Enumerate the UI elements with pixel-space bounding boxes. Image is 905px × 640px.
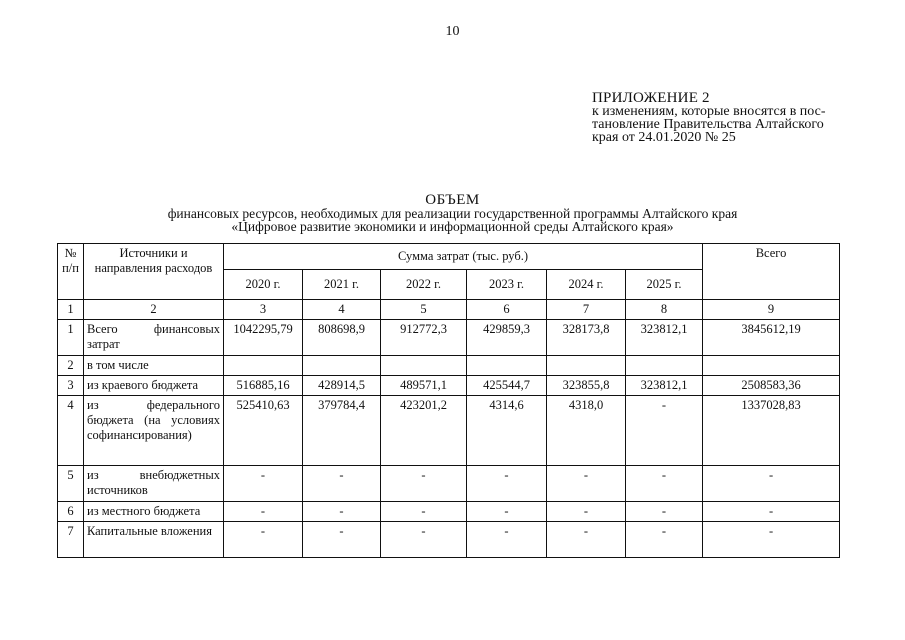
row-value: 4314,6 <box>467 396 547 466</box>
header-source: Источники и направления расходов <box>84 244 224 300</box>
row-value: - <box>467 466 547 502</box>
row-source: из федерального бюджета (на условиях софинансирования) <box>84 396 224 466</box>
row-value: - <box>381 502 467 522</box>
row-number: 7 <box>58 522 84 558</box>
column-number-row <box>58 300 840 320</box>
header-total: Всего <box>703 244 840 300</box>
row-value <box>547 356 626 376</box>
appendix-line: тановление Правительства Алтайского <box>592 117 824 132</box>
row-number: 2 <box>58 356 84 376</box>
row-value: 323855,8 <box>547 376 626 396</box>
financial-table <box>57 243 840 558</box>
row-value: 323812,1 <box>626 376 703 396</box>
document-title <box>0 194 905 233</box>
table-row <box>58 356 840 376</box>
header-year: 2022 г. <box>381 270 467 300</box>
row-value: 808698,9 <box>303 320 381 356</box>
header-sum: Сумма затрат (тыс. руб.) <box>224 244 703 270</box>
title-main: ОБЪЕМ <box>425 192 480 208</box>
title-line: финансовых ресурсов, необходимых для реализации государственной программы Алтайского края <box>167 206 738 221</box>
row-source: Капитальные вложения <box>84 522 224 558</box>
col-number: 3 <box>224 300 303 320</box>
row-number: 1 <box>58 320 84 356</box>
row-value: 428914,5 <box>303 376 381 396</box>
header-year: 2020 г. <box>224 270 303 300</box>
row-value: - <box>467 522 547 558</box>
page-number: 10 <box>445 24 460 39</box>
table-row <box>58 320 840 356</box>
col-number: 5 <box>381 300 467 320</box>
row-source: Всего финансовых затрат <box>84 320 224 356</box>
row-value: 4318,0 <box>547 396 626 466</box>
row-total: - <box>703 502 840 522</box>
row-total: 1337028,83 <box>703 396 840 466</box>
row-value <box>381 356 467 376</box>
row-total: 3845612,19 <box>703 320 840 356</box>
title-line: «Цифровое развитие экономики и информационной среды Алтайского края» <box>231 219 674 234</box>
row-total <box>703 356 840 376</box>
row-value: - <box>303 502 381 522</box>
table-row <box>58 376 840 396</box>
row-value: - <box>547 466 626 502</box>
col-number: 6 <box>467 300 547 320</box>
row-total: - <box>703 522 840 558</box>
header-year: 2024 г. <box>547 270 626 300</box>
row-source: из местного бюджета <box>84 502 224 522</box>
row-value: - <box>303 522 381 558</box>
table-row <box>58 396 840 466</box>
header-year: 2021 г. <box>303 270 381 300</box>
row-number: 6 <box>58 502 84 522</box>
row-number: 3 <box>58 376 84 396</box>
row-value: - <box>381 466 467 502</box>
col-number: 8 <box>626 300 703 320</box>
col-number: 7 <box>547 300 626 320</box>
col-number: 1 <box>58 300 84 320</box>
row-value <box>626 356 703 376</box>
row-value: - <box>224 522 303 558</box>
row-value: - <box>626 396 703 466</box>
row-number: 5 <box>58 466 84 502</box>
header-year: 2025 г. <box>626 270 703 300</box>
row-value: 525410,63 <box>224 396 303 466</box>
row-total: 2508583,36 <box>703 376 840 396</box>
row-value: 379784,4 <box>303 396 381 466</box>
row-value: - <box>467 502 547 522</box>
header-num: № п/п <box>58 244 84 300</box>
row-value: 425544,7 <box>467 376 547 396</box>
row-value: - <box>626 502 703 522</box>
row-value: - <box>224 466 303 502</box>
row-value: 323812,1 <box>626 320 703 356</box>
row-value: 1042295,79 <box>224 320 303 356</box>
row-value: - <box>303 466 381 502</box>
table-row <box>58 522 840 558</box>
appendix-block <box>592 92 862 144</box>
row-value: 429859,3 <box>467 320 547 356</box>
appendix-line: к изменениям, которые вносятся в пос- <box>592 104 826 119</box>
appendix-line: края от 24.01.2020 № 25 <box>592 130 736 145</box>
row-number: 4 <box>58 396 84 466</box>
col-number: 4 <box>303 300 381 320</box>
row-value <box>467 356 547 376</box>
table-row <box>58 466 840 502</box>
table-row <box>58 502 840 522</box>
row-value <box>224 356 303 376</box>
appendix-heading: ПРИЛОЖЕНИЕ 2 <box>592 90 710 106</box>
row-source: в том числе <box>84 356 224 376</box>
row-value: 912772,3 <box>381 320 467 356</box>
row-value: - <box>626 466 703 502</box>
row-value: 423201,2 <box>381 396 467 466</box>
row-total: - <box>703 466 840 502</box>
row-value <box>303 356 381 376</box>
row-value: - <box>626 522 703 558</box>
col-number: 2 <box>84 300 224 320</box>
row-value: - <box>547 522 626 558</box>
row-value: - <box>224 502 303 522</box>
header-year: 2023 г. <box>467 270 547 300</box>
row-source: из краевого бюджета <box>84 376 224 396</box>
row-value: 516885,16 <box>224 376 303 396</box>
row-source: из внебюджетных источников <box>84 466 224 502</box>
row-value: 489571,1 <box>381 376 467 396</box>
row-value: - <box>547 502 626 522</box>
col-number: 9 <box>703 300 840 320</box>
row-value: - <box>381 522 467 558</box>
row-value: 328173,8 <box>547 320 626 356</box>
